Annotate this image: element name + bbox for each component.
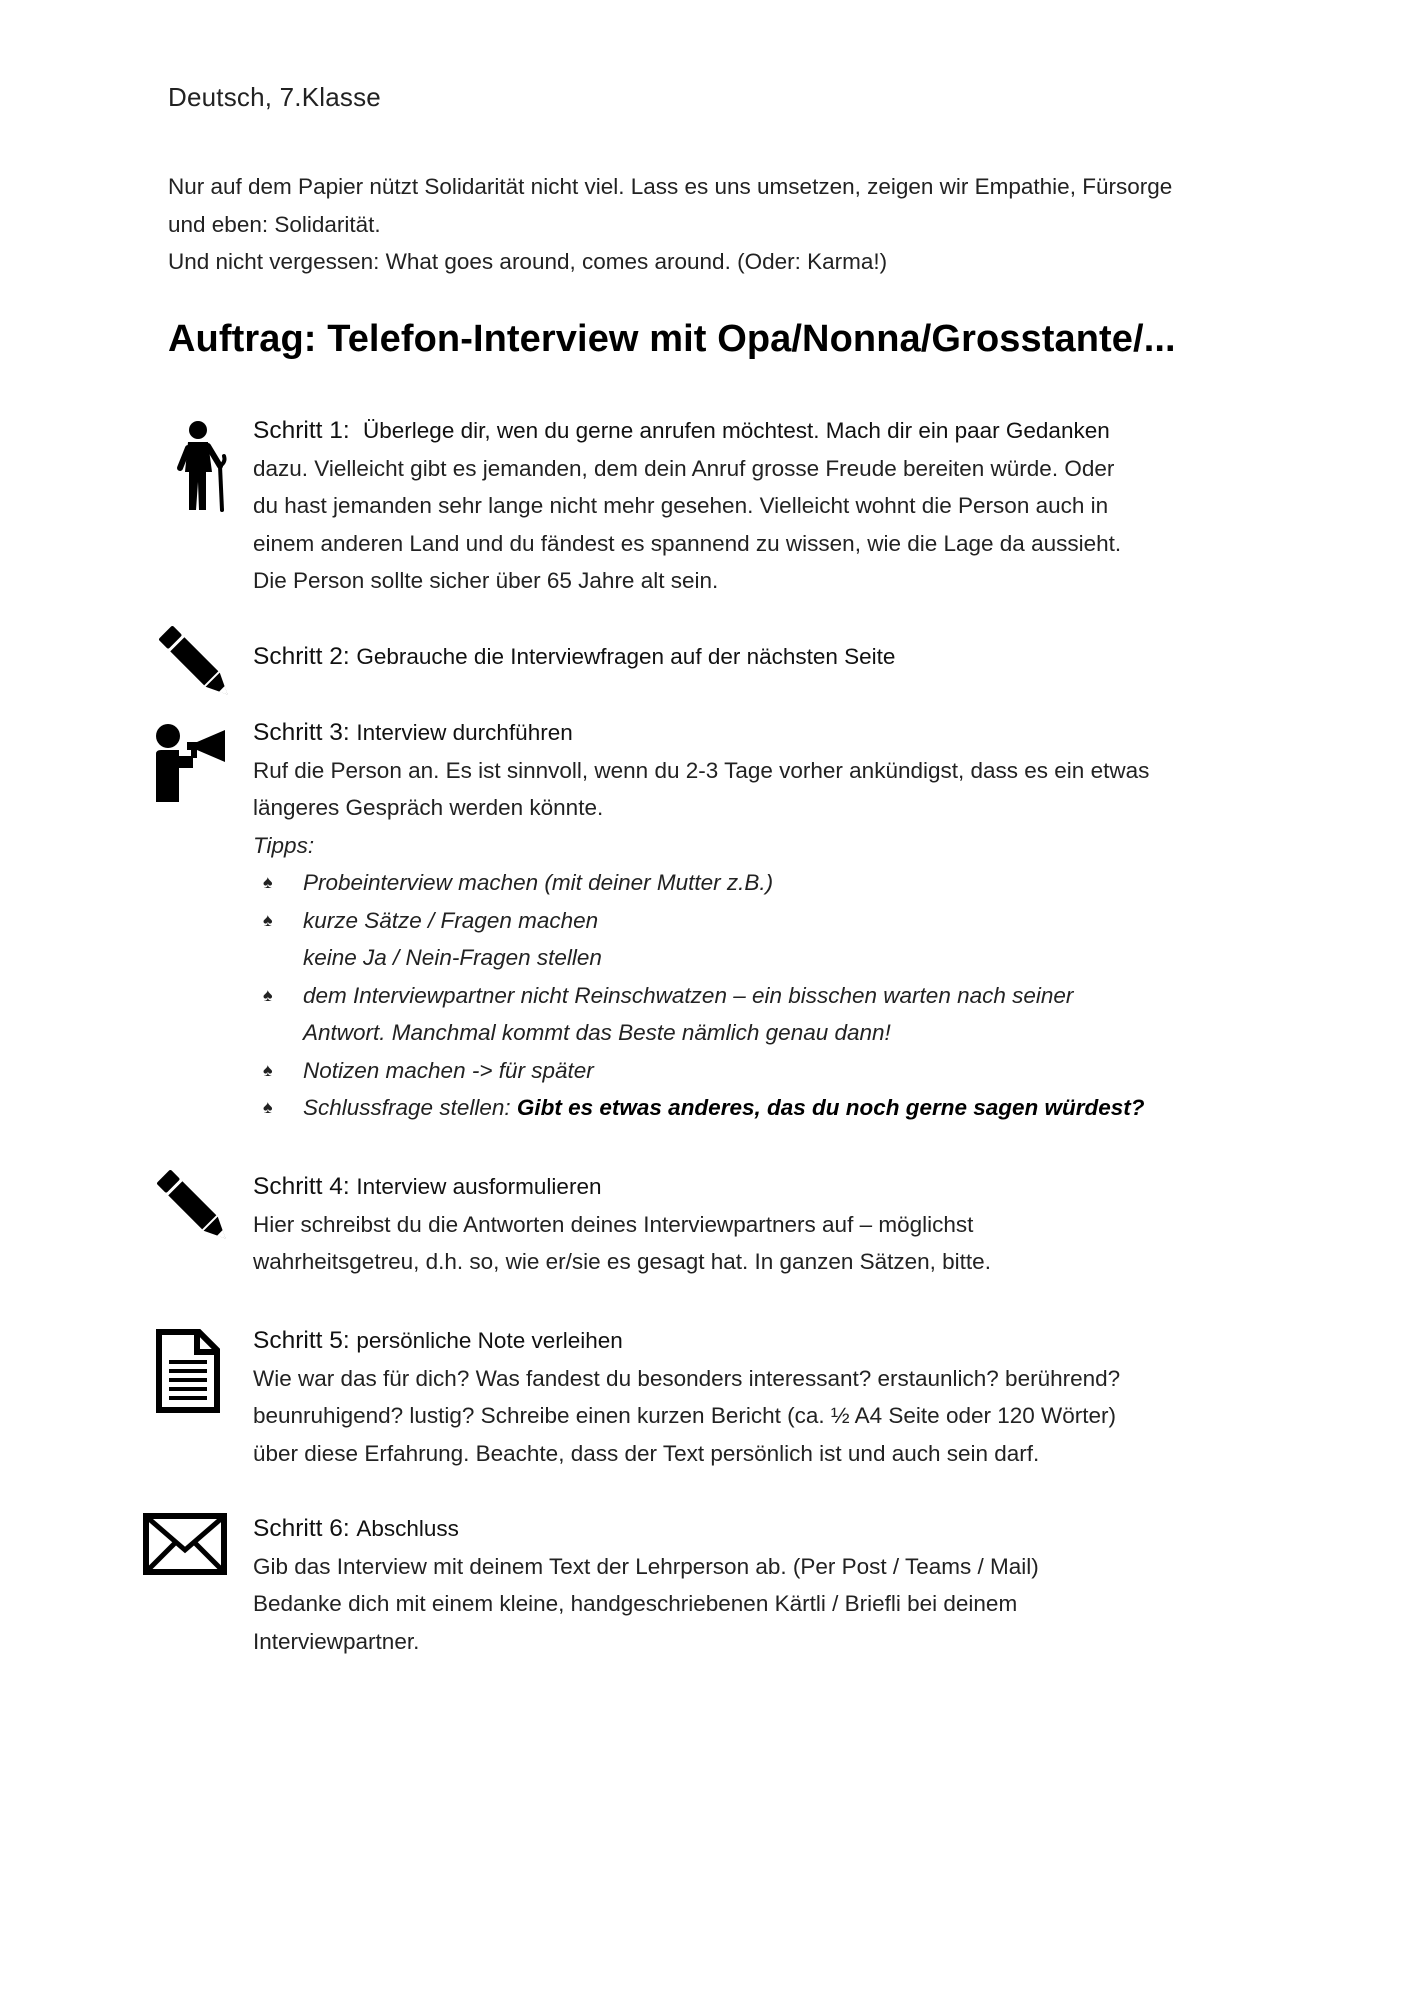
intro-text [168, 168, 1248, 281]
step-text-line: Wie war das für dich? Was fandest du besonders interessant? erstaunlich? berührend? [253, 1365, 1121, 1391]
spade-bullet-icon: ♠ [263, 984, 273, 1005]
step-text-line: Überlege dir, wen du gerne anrufen möchtest. Mach dir ein paar Gedanken [363, 418, 1110, 443]
step-text-line: einem anderen Land und du fändest es spannend zu wissen, wie die Lage da aussieht. [253, 530, 1122, 556]
step-heading: Interview durchführen [356, 720, 573, 745]
intro-line: Nur auf dem Papier nützt Solidarität nicht viel. Lass es uns umsetzen, zeigen wir Empathie, Fürsorge [168, 174, 1173, 199]
step-text-line: wahrheitsgetreu, d.h. so, wie er/sie es gesagt hat. In ganzen Sätzen, bitte. [253, 1249, 991, 1274]
step-label: Schritt 2: [253, 643, 350, 670]
page-header: Deutsch, 7.Klasse [168, 82, 381, 112]
step-5 [253, 1322, 1263, 1472]
list-item: ♠ Notizen machen -> für später [253, 1052, 1263, 1090]
closing-question: Gibt es etwas anderes, das du noch gerne sagen würdest? [516, 1095, 1145, 1120]
step-text-line: Hier schreibst du die Antworten deines Interviewpartners auf – möglichst [253, 1211, 974, 1237]
pencil-icon [153, 1166, 233, 1246]
step-text-line: dazu. Vielleicht gibt es jemanden, dem dein Anruf grosse Freude bereiten würde. Oder [253, 455, 1115, 481]
step-text-line: Ruf die Person an. Es ist sinnvoll, wenn du 2-3 Tage vorher ankündigst, dass es ein etwas [253, 757, 1150, 783]
step-text-line: du hast jemanden sehr lange nicht mehr gesehen. Vielleicht wohnt die Person auch in [253, 493, 1109, 518]
envelope-icon [142, 1512, 228, 1576]
step-label: Schritt 4: [253, 1173, 350, 1200]
step-text-line: über diese Erfahrung. Beachte, dass der Text persönlich ist und auch sein darf. [253, 1440, 1040, 1466]
spade-bullet-icon: ♠ [263, 1059, 273, 1080]
spade-bullet-icon: ♠ [263, 909, 273, 930]
list-item: ♠ dem Interviewpartner nicht Reinschwatzen – ein bisschen warten nach seiner [253, 977, 1263, 1015]
step-1 [253, 412, 1263, 600]
step-label: Schritt 5: [253, 1327, 350, 1354]
list-item: keine Ja / Nein-Fragen stellen [303, 945, 602, 970]
step-heading: persönliche Note verleihen [356, 1328, 623, 1353]
step-text-line: beunruhigend? lustig? Schreibe einen kurzen Bericht (ca. ½ A4 Seite oder 120 Wörter) [253, 1403, 1117, 1428]
megaphone-person-icon [153, 722, 229, 802]
list-item: ♠ Probeinterview machen (mit deiner Mutter z.B.) [253, 864, 1263, 902]
step-3 [253, 714, 1263, 1127]
step-label: Schritt 6: [253, 1515, 350, 1542]
step-text-line: Gib das Interview mit deinem Text der Lehrperson ab. (Per Post / Teams / Mail) [253, 1553, 1039, 1579]
list-item: ♠ Schlussfrage stellen: Gibt es etwas anderes, das du noch gerne sagen würdest? [253, 1089, 1263, 1127]
list-item: ♠ kurze Sätze / Fragen machen [253, 902, 1263, 940]
tips-label: Tipps: [253, 832, 315, 858]
step-2 [253, 638, 1263, 676]
step-text-line: Bedanke dich mit einem kleine, handgeschriebenen Kärtli / Briefli bei deinem [253, 1591, 1018, 1616]
page-title: Auftrag: Telefon-Interview mit Opa/Nonna/Grosstante/... [168, 318, 1176, 360]
list-item: Antwort. Manchmal kommt das Beste nämlich genau dann! [303, 1020, 891, 1045]
step-heading: Interview ausformulieren [356, 1174, 602, 1199]
step-label: Schritt 3: [253, 719, 350, 746]
step-text-line: längeres Gespräch werden könnte. [253, 795, 604, 820]
elderly-person-icon [168, 420, 232, 512]
spade-bullet-icon: ♠ [263, 872, 273, 892]
step-6 [253, 1510, 1263, 1660]
document-icon [155, 1328, 221, 1414]
pencil-icon [155, 622, 235, 702]
step-heading: Gebrauche die Interviewfragen auf der nächsten Seite [356, 644, 896, 669]
step-label: Schritt 1: [253, 417, 350, 444]
spade-bullet-icon: ♠ [263, 1097, 273, 1117]
step-text-line: Interviewpartner. [253, 1628, 420, 1654]
step-4 [253, 1168, 1263, 1281]
step-text-line: Die Person sollte sicher über 65 Jahre alt sein. [253, 568, 719, 593]
intro-line: Und nicht vergessen: What goes around, comes around. (Oder: Karma!) [168, 249, 888, 274]
step-heading: Abschluss [356, 1516, 459, 1541]
intro-line: und eben: Solidarität. [168, 211, 381, 237]
tips-list [253, 864, 1263, 1127]
